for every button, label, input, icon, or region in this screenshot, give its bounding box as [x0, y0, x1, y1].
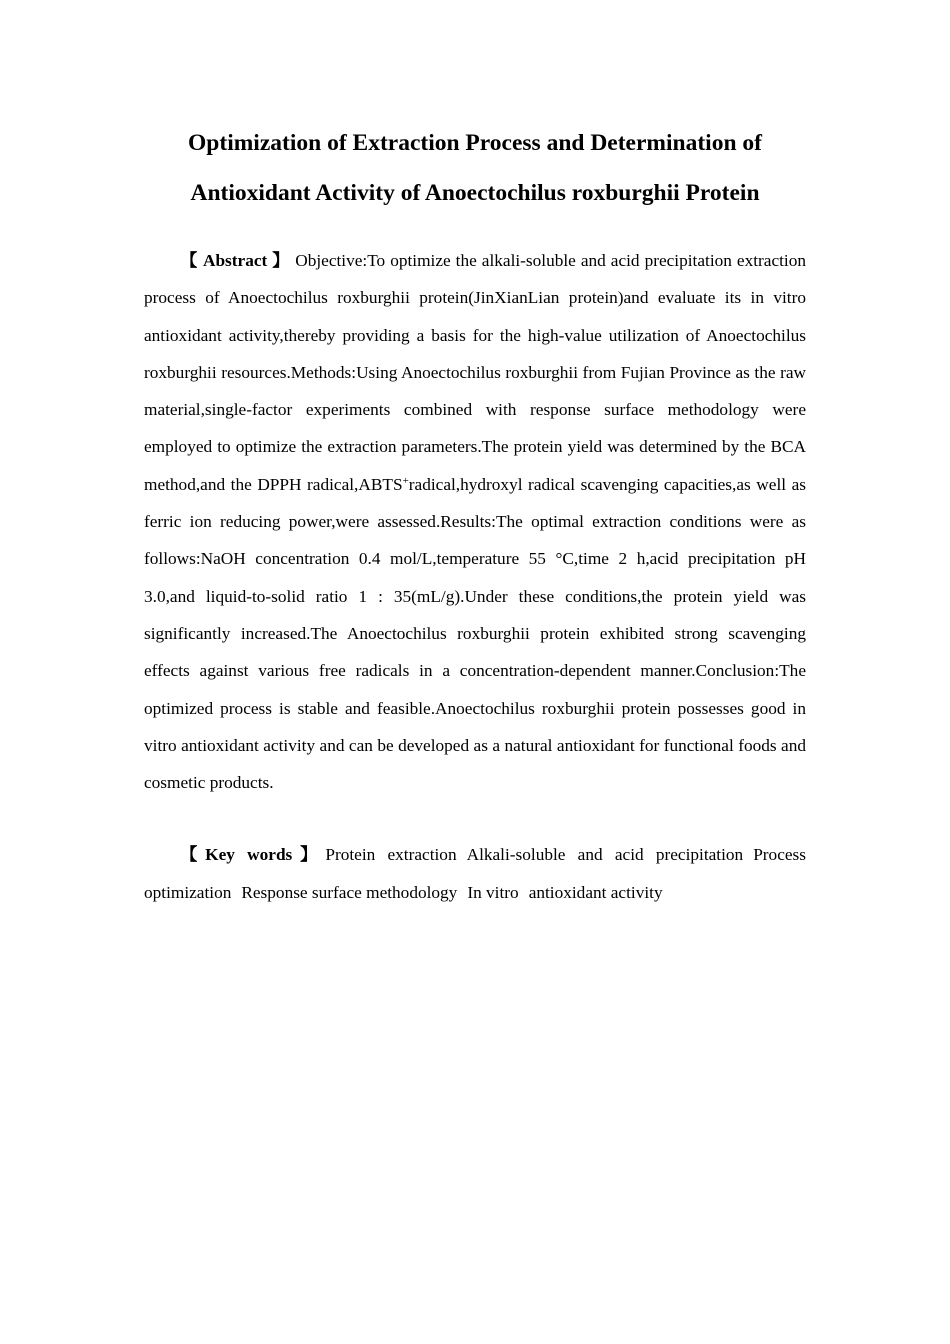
abstract-text-part-2: radical,hydroxyl radical scavenging capacities,as well as ferric ion reducing power,were assessed.Results:The optimal extraction conditions were as follows:NaOH concentration 0.4 mol/L,temperature 55 °C,time 2 h,acid precipitation pH 3.0,and liquid-to-solid ratio 1 : 35(mL/g).Under these conditions,the protein yield was significantly increased.The Anoectochilus roxburghii protein exhibited strong scavenging effects against various free radicals in a concentration-dependent manner.Conclusion:The optimized process is stable and feasible.Anoectochilus roxburghii protein possesses good in vitro antioxidant activity and can be developed as a natural antioxidant for functional foods and cosmetic products.	[144, 474, 806, 793]
paper-page	[144, 118, 806, 911]
keyword-item: Alkali-soluble and acid precipitation	[466, 845, 744, 865]
paper-title	[124, 118, 826, 218]
keyword-item: Protein extraction	[325, 845, 457, 865]
keyword-item: In vitro	[467, 882, 519, 902]
abstract-text-part-1: Objective:To optimize the alkali-soluble and acid precipitation extraction process of Anoectochilus roxburghii protein(JinXianLian protein)and evaluate its in vitro antioxidant activity,thereby providing a basis for the high-value utilization of Anoectochilus roxburghii resources.Methods:Using Anoectochilus roxburghii from Fujian Province as the raw material,single-factor experiments combined with response surface methodology were employed to optimize the extraction parameters.The protein yield was determined by the BCA method,and the DPPH radical,ABTS	[144, 251, 806, 494]
title-line-2: Antioxidant Activity of Anoectochilus roxburghii Protein	[190, 180, 760, 206]
abstract-label: 【 Abstract 】	[180, 251, 291, 270]
abstract-paragraph	[144, 242, 806, 801]
keywords-label: 【Key words】	[180, 845, 326, 865]
keyword-item: Process optimization	[144, 845, 806, 902]
abts-superscript: +	[402, 474, 409, 487]
keyword-item: Response surface methodology	[241, 882, 458, 902]
title-line-1: Optimization of Extraction Process and Determination of	[188, 130, 762, 156]
keyword-item: antioxidant activity	[528, 882, 663, 902]
keywords-paragraph	[144, 836, 806, 911]
